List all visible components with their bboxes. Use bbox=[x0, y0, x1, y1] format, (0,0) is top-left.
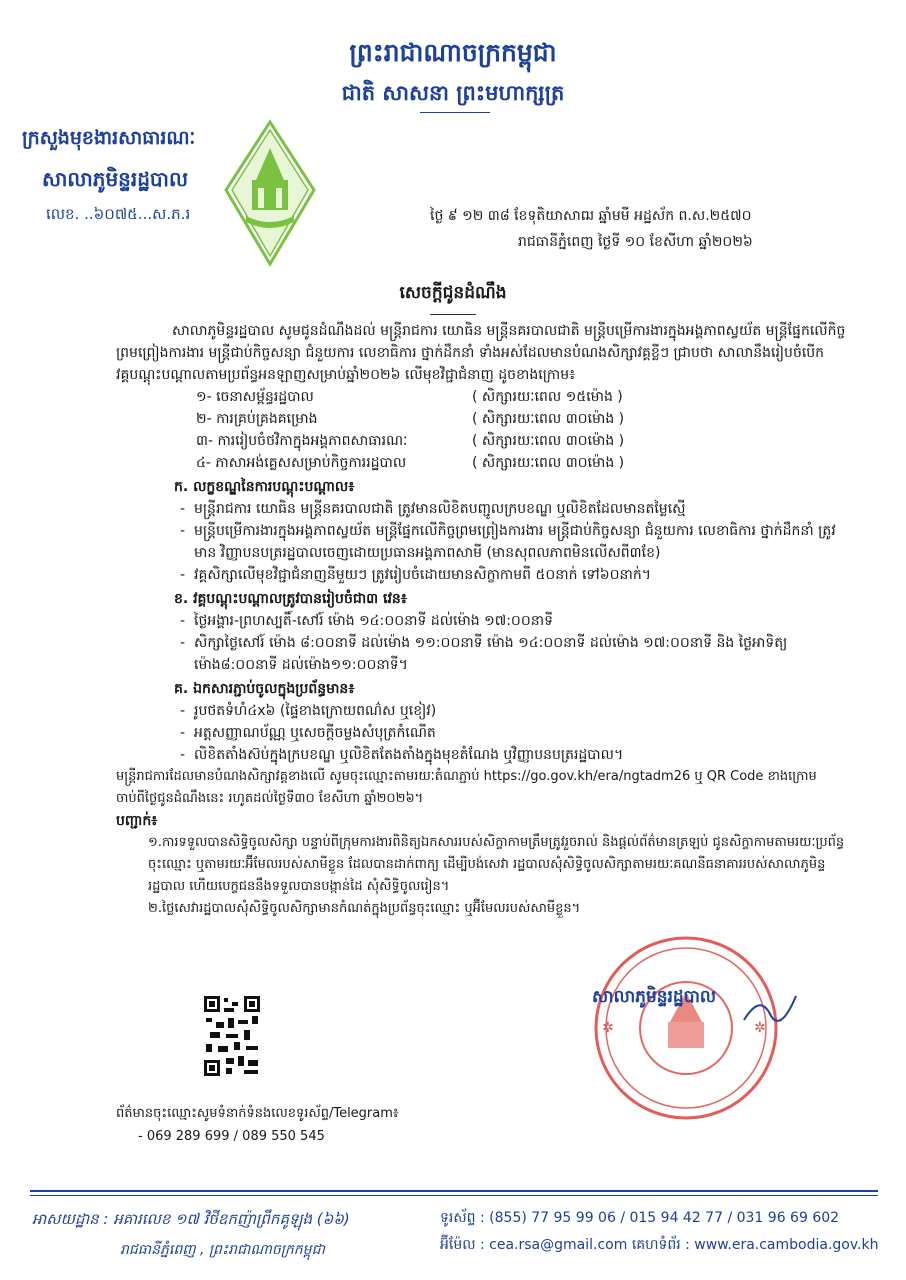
intro-paragraph: សាលាភូមិន្ទរដ្ឋបាល សូមជូនដំណឹងដល់ មន្ត្រីរាជការ យោធិន មន្ត្រីនគរបាលជាតិ មន្ត្រីបម្រើការងារក្នុងអង្គភាពស្វយ័ត មន្ត្រីផ្នែកលើកិច្ចព្រមព្រៀងការងារ មន្ត្រីជាប់កិច្ចសន្យា ជំនួយការ លេខាធិការ ថ្នាក់ដឹកនាំ ទាំងអស់ដែលមានបំណងសិក្សាវគ្គខ្លីៗ ជ្រាបថា សាលានឹងរៀបចំបើកវគ្គបណ្តុះបណ្តាលតាមប្រព័ន្ធអនឡាញសម្រាប់ឆ្នាំ២០២៦ លើមុខវិជ្ជាជំនាញ ដូចខាងក្រោម៖ bbox=[116, 323, 846, 383]
course-item: ៤- ភាសាអង់គ្លេសសម្រាប់កិច្ចការរដ្ឋបាល ( សិក្សារយៈពេល ៣០ម៉ោង ) bbox=[196, 455, 625, 471]
footer-telephone: ទូរស័ព្ទ : (855) 77 95 99 06 / 015 94 42 77 / 031 96 69 602 bbox=[440, 1210, 840, 1226]
course-item: ២- ការគ្រប់គ្រងគម្រោង ( សិក្សារយៈពេល ៣០ម៉ោង ) bbox=[196, 411, 625, 427]
section-c-item: - អត្តសញ្ញាណប័ណ្ណ ឬសេចក្តីចម្លងសំបុត្រកំណើត bbox=[178, 722, 846, 744]
reference-number: លេខ. ..៦០៧៥...ស.ភ.រ bbox=[46, 205, 191, 223]
section-c-item: - លិខិតតាំងស៊ប់ក្នុងក្របខណ្ឌ ឬលិខិតតែងតាំងក្នុងមុខតំណែង ឬវិញ្ញាបនបត្ររដ្ឋបាល។ bbox=[178, 744, 846, 766]
footer-address-line1: អាសយដ្ឋាន : អគារលេខ ១៧ វិថីឧកញ៉ាព្រឹកគូឡុង (៦៦) bbox=[32, 1210, 350, 1228]
notice-title: សេចក្តីជូនដំណឹង bbox=[399, 283, 507, 303]
section-b-item: - ថ្ងៃអង្គារ-ព្រហស្បតិ៍-សៅរ៍ ម៉ោង ១៤:០០នាទី ដល់ម៉ោង ១៧:០០នាទី bbox=[178, 610, 846, 632]
footer-address-line2: រាជធានីភ្នំពេញ , ព្រះរាជាណាចក្រកម្ពុជា bbox=[120, 1242, 325, 1258]
ministry-name: ក្រសួងមុខងារសាធារណៈ bbox=[22, 127, 196, 149]
course-item: ១- ចេនាសម្ព័ន្ធរដ្ឋបាល ( សិក្សារយៈពេល ១៥ម៉ោង ) bbox=[196, 389, 623, 405]
svg-text:✲: ✲ bbox=[754, 1020, 766, 1036]
svg-text:✲: ✲ bbox=[602, 1020, 614, 1036]
lunar-date: ថ្ងៃ ៩ ១២ ៣៨ ខែទុតិយាសាឍ ឆ្នាំមមី អដ្ឋស័ក ព.ស.២៥៧០ bbox=[430, 208, 752, 224]
section-a-item: - មន្ត្រីបម្រើការងារក្នុងអង្គភាពស្វយ័ត មន្ត្រីផ្នែកលើកិច្ចព្រមព្រៀងការងារ មន្ត្រីជាប់កិច្ចសន្យា ជំនួយការ លេខាធិការ ថ្នាក់ដឹកនាំ ត្រូវមាន វិញ្ញាបនបត្ររដ្ឋបាលចេញដោយប្រធានអង្គភាពសាមី (មានសុពលភាពមិនលើសពី៣ខែ) bbox=[178, 520, 846, 564]
kingdom-heading: ព្រះរាជាណាចក្រកម្ពុជា bbox=[349, 38, 557, 67]
section-a-item: - វគ្គសិក្សាលើមុខវិជ្ជាជំនាញនីមួយៗ ត្រូវរៀបចំដោយមានសិក្ខាកាមពី ៥០នាក់ ទៅ៦០នាក់។ bbox=[178, 564, 846, 586]
motto-divider bbox=[420, 112, 490, 113]
title-underline bbox=[430, 314, 476, 315]
section-a-item: - មន្ត្រីរាជការ យោធិន មន្ត្រីនគរបាលជាតិ ត្រូវមានលិខិតបញ្ជូលក្របខណ្ឌ ឬលិខិតដែលមានតម្លៃស្មើ bbox=[178, 498, 846, 520]
course-list bbox=[116, 386, 846, 474]
section-b-item: - សិក្សាថ្ងៃសៅរ៍ ម៉ោង ៨:០០នាទី ដល់ម៉ោង ១១:០០នាទី ម៉ោង ១៤:០០នាទី ដល់ម៉ោង ១៧:០០នាទី និង ថ្ងៃអាទិត្យ ម៉ោង៨:០០នាទី ដល់ម៉ោង១១:០០នាទី។ bbox=[178, 632, 846, 676]
footer-rule-thin bbox=[30, 1195, 878, 1196]
school-logo bbox=[222, 118, 318, 268]
contact-phones: - 069 289 699 / 089 550 545 bbox=[138, 1129, 325, 1144]
section-c-heading: គ. ឯកសារភ្ជាប់ចូលក្នុងប្រព័ន្ធមាន៖ bbox=[174, 681, 355, 697]
signature-label: សាលាភូមិន្ទរដ្ឋបាល bbox=[592, 987, 717, 1007]
section-b-heading: ខ. វគ្គបណ្តុះបណ្តាលត្រូវបានរៀបចំជា៣ វេន៖ bbox=[174, 591, 407, 607]
footer-rule bbox=[30, 1190, 878, 1192]
signature-mark bbox=[740, 990, 800, 1034]
qr-code[interactable] bbox=[204, 996, 260, 1076]
note-item: ២.ថ្លៃសេវារដ្ឋបាលសុំសិទ្ធិចូលសិក្សាមានកំណត់ក្នុងប្រព័ន្ធចុះឈ្មោះ ឬអ៊ីមែលរបស់សាមីខ្លួន។ bbox=[148, 901, 581, 916]
section-a-heading: ក. លក្ខខណ្ឌនៃការបណ្តុះបណ្តាល៖ bbox=[174, 479, 355, 495]
note-item: ១.ការទទួលបានសិទ្ធិចូលសិក្សា បន្ទាប់ពីក្រុមការងារពិនិត្យឯកសាររបស់សិក្ខាកាមត្រឹមត្រូវរួចរាល់ និងផ្តល់ព័ត៌មានត្រឡប់ ជូនសិក្ខាកាមតាមរយៈប្រព័ន្ធចុះឈ្មោះ ឬតាមរយៈអ៊ីមែលរបស់សាមីខ្លួន ដែលបានដាក់ពាក្យ ដើម្បីបង់សេវា រដ្ឋបាលសុំសិទ្ធិចូលសិក្សាតាមរយៈគណនីធនាគាររបស់សាលាភូមិន្ទរដ្ឋបាល ហើយបេក្ខជននឹងទទួលបានបង្កាន់ដៃ សុំសិទ្ធិចូលរៀន។ bbox=[148, 835, 845, 894]
solar-date: រាជធានីភ្នំពេញ ថ្ងៃទី ១០ ខែសីហា ឆ្នាំ២០២៦ bbox=[518, 234, 753, 250]
notes-heading: បញ្ជាក់៖ bbox=[116, 813, 158, 829]
notice-body bbox=[116, 320, 846, 920]
national-motto: ជាតិ សាសនា ព្រះមហាក្សត្រ bbox=[341, 80, 565, 105]
contact-note: ព័ត៌មានចុះឈ្មោះសូមទំនាក់ទំនងលេខទូរស័ព្ទ/Telegram៖ bbox=[116, 1106, 399, 1121]
course-item: ៣- ការរៀបចំថវិកាក្នុងអង្គភាពសាធារណៈ ( សិក្សារយៈពេល ៣០ម៉ោង ) bbox=[196, 433, 625, 449]
school-name: សាលាភូមិន្ទរដ្ឋបាល bbox=[42, 167, 188, 191]
registration-text: មន្ត្រីរាជការដែលមានបំណងសិក្សាវគ្គខាងលើ សូមចុះឈ្មោះតាមរយៈតំណភ្ជាប់ https://go.gov.kh/era/ngtadm26 ឬ QR Code ខាងក្រោម ចាប់ពីថ្ងៃជូនដំណឹងនេះ រហូតដល់ថ្ងៃទី៣០ ខែសីហា ឆ្នាំ២០២៦។ bbox=[116, 769, 817, 806]
section-c-item: - រូបថតទំហំ៤x៦ (ផ្ទៃខាងក្រោយពណ៌ស ឬខៀវ) bbox=[178, 700, 846, 722]
footer-email-website: អ៊ីម៉ែល : cea.rsa@gmail.com គេហទំព័រ : www.era.cambodia.gov.kh bbox=[440, 1237, 879, 1253]
